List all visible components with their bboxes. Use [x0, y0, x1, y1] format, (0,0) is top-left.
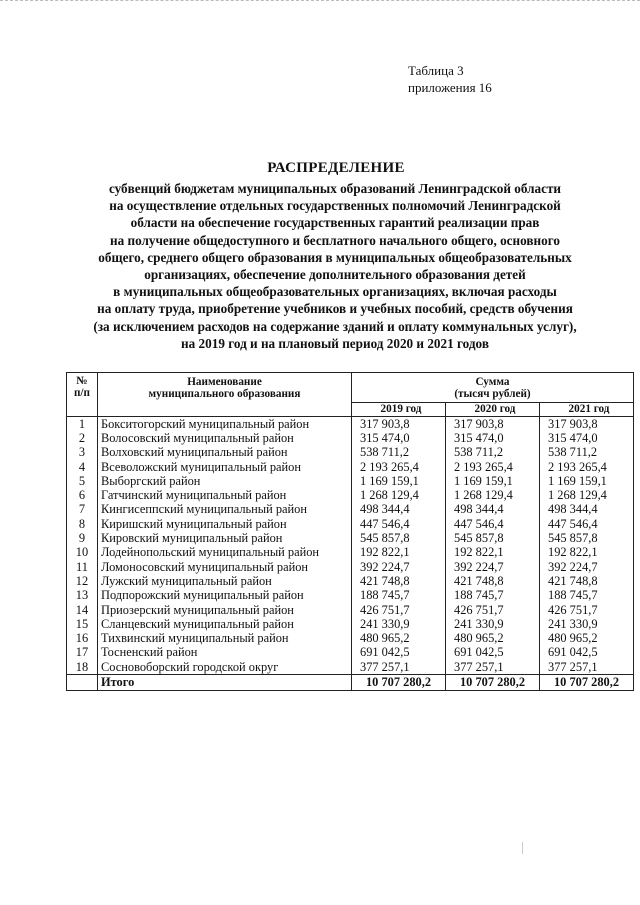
row-value-2021: 538 711,2 — [540, 446, 634, 460]
row-value-2021: 480 965,2 — [540, 631, 634, 645]
header-sum-line1: Сумма — [475, 376, 510, 388]
total-row — [67, 675, 634, 691]
row-value-2021: 421 748,8 — [540, 574, 634, 588]
row-number: 18 — [67, 660, 98, 675]
table-row — [67, 617, 634, 631]
row-value-2019: 691 042,5 — [352, 646, 446, 660]
row-value-2021: 192 822,1 — [540, 546, 634, 560]
row-value-2021: 691 042,5 — [540, 646, 634, 660]
row-municipality-name: Тосненский район — [98, 646, 352, 660]
row-number: 15 — [67, 617, 98, 631]
row-value-2019: 241 330,9 — [352, 617, 446, 631]
table-row — [67, 460, 634, 474]
table-row — [67, 574, 634, 588]
row-value-2019: 538 711,2 — [352, 446, 446, 460]
row-value-2019: 1 169 159,1 — [352, 474, 446, 488]
row-value-2019: 498 344,4 — [352, 503, 446, 517]
row-number: 17 — [67, 646, 98, 660]
row-number: 10 — [67, 546, 98, 560]
row-value-2020: 192 822,1 — [446, 546, 540, 560]
row-value-2021: 498 344,4 — [540, 503, 634, 517]
row-number: 3 — [67, 446, 98, 460]
row-value-2020: 377 257,1 — [446, 660, 540, 675]
document-subtitle — [40, 180, 630, 352]
table-row — [67, 417, 634, 432]
row-number: 5 — [67, 474, 98, 488]
table-row — [67, 589, 634, 603]
row-value-2020: 188 745,7 — [446, 589, 540, 603]
subtitle-line: на получение общедоступного и бесплатного начального общего, основного — [110, 232, 560, 248]
row-value-2019: 2 193 265,4 — [352, 460, 446, 474]
subtitle-line: субвенций бюджетам муниципальных образований Ленинградской области — [108, 181, 562, 196]
header-sum — [352, 373, 634, 403]
total-2019: 10 707 280,2 — [352, 675, 446, 691]
table-row — [67, 474, 634, 488]
document-title: РАСПРЕДЕЛЕНИЕ — [267, 160, 405, 176]
row-number: 7 — [67, 503, 98, 517]
subtitle-line: организациях, обеспечение дополнительного образования детей — [144, 267, 526, 283]
distribution-table — [66, 372, 634, 691]
row-value-2019: 447 546,4 — [352, 517, 446, 531]
row-value-2020: 480 965,2 — [446, 631, 540, 645]
table-row — [67, 446, 634, 460]
row-municipality-name: Гатчинский муниципальный район — [98, 488, 352, 502]
row-value-2021: 2 193 265,4 — [540, 460, 634, 474]
row-value-2021: 315 474,0 — [540, 431, 634, 445]
total-number-cell — [67, 675, 98, 691]
total-2020: 10 707 280,2 — [446, 675, 540, 691]
row-value-2019: 317 903,8 — [352, 417, 446, 432]
row-municipality-name: Кировский муниципальный район — [98, 531, 352, 545]
row-value-2020: 447 546,4 — [446, 517, 540, 531]
row-municipality-name: Волховский муниципальный район — [98, 446, 352, 460]
scan-top-edge — [0, 0, 640, 4]
subtitle-line: области на обеспечение государственных гарантий реализации прав — [130, 215, 540, 231]
row-municipality-name: Лодейнопольский муниципальный район — [98, 546, 352, 560]
row-value-2020: 317 903,8 — [446, 417, 540, 432]
row-municipality-name: Бокситогорский муниципальный район — [98, 417, 352, 432]
subtitle-line: в муниципальных общеобразовательных организациях, включая расходы — [113, 284, 557, 300]
table-row — [67, 631, 634, 645]
row-municipality-name: Подпорожский муниципальный район — [98, 589, 352, 603]
table-row — [67, 503, 634, 517]
table-row — [67, 603, 634, 617]
reference-appendix: приложения 16 — [408, 80, 492, 95]
row-value-2019: 377 257,1 — [352, 660, 446, 675]
header-year-2020: 2020 год — [446, 403, 540, 417]
subtitle-line: (за исключением расходов на содержание зданий и оплату коммунальных услуг), — [93, 318, 577, 334]
table-row — [67, 560, 634, 574]
row-value-2021: 317 903,8 — [540, 417, 634, 432]
row-number: 9 — [67, 531, 98, 545]
row-value-2021: 426 751,7 — [540, 603, 634, 617]
row-value-2019: 1 268 129,4 — [352, 488, 446, 502]
row-value-2019: 192 822,1 — [352, 546, 446, 560]
subtitle-line: общего, среднего общего образования в муниципальных общеобразовательных — [98, 249, 572, 265]
row-municipality-name: Кингисеппский муниципальный район — [98, 503, 352, 517]
row-value-2019: 421 748,8 — [352, 574, 446, 588]
header-number — [67, 373, 98, 417]
scan-mark — [522, 842, 523, 854]
header-sum-line2: (тысяч рублей) — [454, 388, 531, 400]
row-number: 16 — [67, 631, 98, 645]
header-name-line2: муниципального образования — [148, 388, 301, 400]
row-number: 4 — [67, 460, 98, 474]
subtitle-line: на оплату труда, приобретение учебников и учебных пособий, средств обучения — [97, 301, 573, 317]
row-number: 13 — [67, 589, 98, 603]
row-value-2021: 188 745,7 — [540, 589, 634, 603]
row-value-2021: 1 169 159,1 — [540, 474, 634, 488]
row-number: 1 — [67, 417, 98, 432]
subtitle-line: на 2019 год и на плановый период 2020 и 2021 годов — [181, 335, 489, 351]
row-value-2019: 545 857,8 — [352, 531, 446, 545]
header-year-2021: 2021 год — [540, 403, 634, 417]
row-value-2020: 498 344,4 — [446, 503, 540, 517]
row-value-2020: 426 751,7 — [446, 603, 540, 617]
header-number-abbr: п/п — [73, 387, 90, 399]
row-value-2020: 241 330,9 — [446, 617, 540, 631]
row-value-2021: 392 224,7 — [540, 560, 634, 574]
reference-table-number: Таблица 3 — [408, 63, 464, 78]
row-value-2019: 480 965,2 — [352, 631, 446, 645]
row-value-2021: 447 546,4 — [540, 517, 634, 531]
table-row — [67, 646, 634, 660]
row-value-2020: 691 042,5 — [446, 646, 540, 660]
row-value-2020: 392 224,7 — [446, 560, 540, 574]
table-reference — [408, 62, 492, 96]
row-value-2020: 315 474,0 — [446, 431, 540, 445]
subtitle-line: на осуществление отдельных государственных полномочий Ленинградской — [109, 198, 561, 214]
row-value-2020: 538 711,2 — [446, 446, 540, 460]
row-number: 2 — [67, 431, 98, 445]
row-municipality-name: Тихвинский муниципальный район — [98, 631, 352, 645]
row-value-2021: 241 330,9 — [540, 617, 634, 631]
row-value-2019: 315 474,0 — [352, 431, 446, 445]
total-label: Итого — [98, 675, 352, 691]
row-value-2020: 545 857,8 — [446, 531, 540, 545]
header-number-sign: № — [76, 375, 88, 387]
row-municipality-name: Выборгский район — [98, 474, 352, 488]
total-2021: 10 707 280,2 — [540, 675, 634, 691]
row-number: 14 — [67, 603, 98, 617]
row-value-2021: 1 268 129,4 — [540, 488, 634, 502]
table-row — [67, 660, 634, 675]
row-value-2019: 392 224,7 — [352, 560, 446, 574]
header-name-line1: Наименование — [187, 376, 262, 388]
row-municipality-name: Лужский муниципальный район — [98, 574, 352, 588]
header-name — [98, 373, 352, 417]
row-value-2020: 1 169 159,1 — [446, 474, 540, 488]
table-row — [67, 531, 634, 545]
row-value-2021: 545 857,8 — [540, 531, 634, 545]
row-value-2020: 2 193 265,4 — [446, 460, 540, 474]
row-municipality-name: Сланцевский муниципальный район — [98, 617, 352, 631]
row-municipality-name: Сосновоборский городской округ — [98, 660, 352, 675]
row-municipality-name: Всеволожский муниципальный район — [98, 460, 352, 474]
row-municipality-name: Волосовский муниципальный район — [98, 431, 352, 445]
row-municipality-name: Приозерский муниципальный район — [98, 603, 352, 617]
row-value-2020: 421 748,8 — [446, 574, 540, 588]
header-year-2019: 2019 год — [352, 403, 446, 417]
row-number: 12 — [67, 574, 98, 588]
table-row — [67, 546, 634, 560]
row-number: 6 — [67, 488, 98, 502]
row-value-2019: 188 745,7 — [352, 589, 446, 603]
row-municipality-name: Ломоносовский муниципальный район — [98, 560, 352, 574]
row-municipality-name: Киришский муниципальный район — [98, 517, 352, 531]
table-row — [67, 488, 634, 502]
row-value-2020: 1 268 129,4 — [446, 488, 540, 502]
row-value-2021: 377 257,1 — [540, 660, 634, 675]
row-value-2019: 426 751,7 — [352, 603, 446, 617]
row-number: 8 — [67, 517, 98, 531]
table-row — [67, 431, 634, 445]
table-row — [67, 517, 634, 531]
row-number: 11 — [67, 560, 98, 574]
